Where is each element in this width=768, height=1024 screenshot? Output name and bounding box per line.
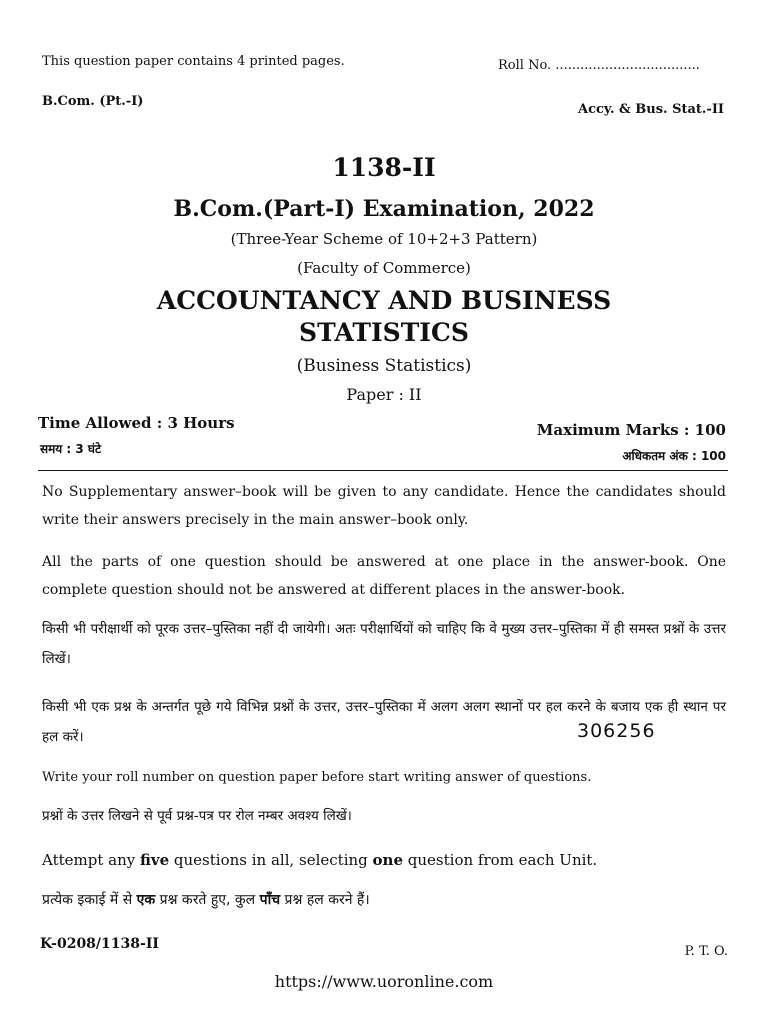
footer-code: K-0208/1138-II <box>40 936 159 952</box>
instruction-hindi-attempt <box>42 890 370 909</box>
attempt-hindi-per-unit: एक <box>136 892 156 908</box>
instruction-one-place: All the parts of one question should be answered at one place in the answer-book. One complete question should not be answered at different places in the answer-book. <box>42 554 726 598</box>
time-allowed: Time Allowed : 3 Hours <box>38 414 235 432</box>
paper-right: Accy. & Bus. Stat.-II <box>577 102 724 117</box>
attempt-hindi-count: पाँच <box>259 892 281 908</box>
subtitle: (Business Statistics) <box>296 356 472 376</box>
instruction-roll-number: Write your roll number on question paper before start writing answer of questions. <box>42 770 592 785</box>
footer-url[interactable]: https://www.uoronline.com <box>274 972 494 991</box>
attempt-text-a: Attempt any <box>42 851 140 869</box>
attempt-text-c: questions in all, selecting <box>169 851 373 869</box>
faculty: (Faculty of Commerce) <box>297 259 471 277</box>
instruction-hindi-one-place: किसी भी एक प्रश्न के अन्तर्गत पूछे गये विभिन्न प्रश्नों के उत्तर, उत्तर–पुस्तिका में अलग अलग स्थानों पर हल करने के बजाय एक ही स्थान पर हल करें। <box>42 699 726 745</box>
divider <box>38 470 728 471</box>
scheme: (Three-Year Scheme of 10+2+3 Pattern) <box>230 230 538 248</box>
max-marks-hindi: अधिकतम अंक : 100 <box>622 449 726 463</box>
attempt-per-unit: one <box>372 851 404 869</box>
instruction-supplementary: No Supplementary answer–book will be given to any candidate. Hence the candidates should write their answers precisely in the main answer–book only. <box>42 484 726 528</box>
time-hindi: समय : 3 घंटे <box>40 442 102 456</box>
attempt-text-e: question from each Unit. <box>403 851 598 869</box>
attempt-count: five <box>139 851 170 869</box>
attempt-hindi-e: प्रश्न हल करने हैं। <box>280 892 370 908</box>
subject-line-1: ACCOUNTANCY AND BUSINESS <box>156 286 612 315</box>
serial-number: 306256 <box>577 720 656 742</box>
roll-no-label: Roll No. ................................... <box>498 58 700 73</box>
paper-label: Paper : II <box>346 385 422 404</box>
paper-code: 1138-II <box>332 153 436 182</box>
subject-line-2: STATISTICS <box>299 318 469 347</box>
instruction-attempt <box>42 851 597 869</box>
attempt-hindi-a: प्रत्येक इकाई में से <box>42 892 137 908</box>
attempt-hindi-c: प्रश्न करते हुए, कुल <box>155 892 260 908</box>
max-marks: Maximum Marks : 100 <box>536 421 726 439</box>
instruction-hindi-roll-number: प्रश्नों के उत्तर लिखने से पूर्व प्रश्न-पत्र पर रोल नम्बर अवश्य लिखें। <box>42 808 352 824</box>
exam-title: B.Com.(Part-I) Examination, 2022 <box>173 196 595 222</box>
instruction-hindi-supplementary: किसी भी परीक्षार्थी को पूरक उत्तर–पुस्तिका नहीं दी जायेगी। अतः परीक्षार्थियों को चाहिए कि वे मुख्य उत्तर–पुस्तिका में ही समस्त प्रश्नों के उत्तर लिखें। <box>42 621 726 667</box>
course-left: B.Com. (Pt.-I) <box>42 94 144 109</box>
pto: P. T. O. <box>684 944 728 959</box>
pages-note: This question paper contains 4 printed pages. <box>42 54 345 69</box>
